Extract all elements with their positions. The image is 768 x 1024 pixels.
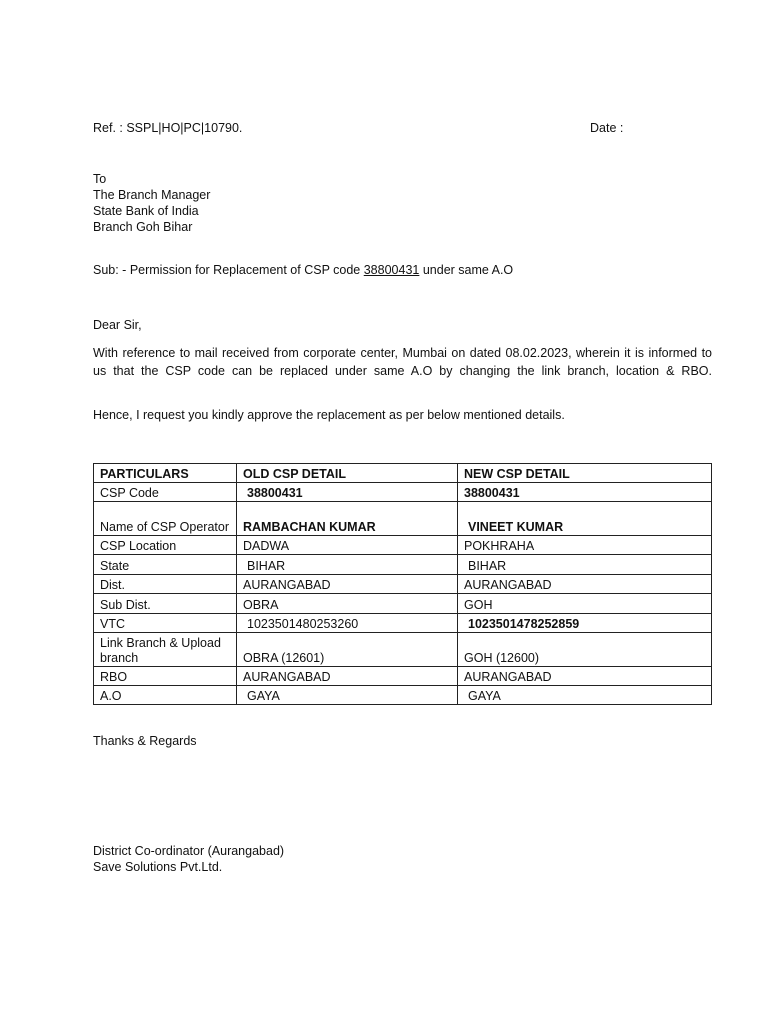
date-label: Date :	[590, 121, 624, 135]
table-cell: GOH	[458, 594, 712, 614]
table-row	[94, 667, 712, 686]
table-row	[94, 502, 712, 536]
table-cell: BIHAR	[237, 555, 458, 575]
salutation: Dear Sir,	[93, 318, 142, 332]
table-cell: 38800431	[458, 483, 712, 502]
header-old-csp: OLD CSP DETAIL	[237, 464, 458, 483]
signature-title: District Co-ordinator (Aurangabad)	[93, 844, 285, 858]
table-cell: A.O	[94, 686, 237, 705]
table-cell: State	[94, 555, 237, 575]
table-cell: AURANGABAD	[237, 575, 458, 594]
table-cell: BIHAR	[458, 555, 712, 575]
table-cell: OBRA	[237, 594, 458, 614]
closing-regards: Thanks & Regards	[93, 734, 197, 748]
table-cell: DADWA	[237, 536, 458, 555]
header-particulars: PARTICULARS	[94, 464, 237, 483]
subject-csp-code: 38800431	[363, 263, 420, 277]
table-cell: OBRA (12601)	[237, 633, 458, 667]
table-header-row	[94, 464, 712, 483]
table-cell: Dist.	[94, 575, 237, 594]
table-row	[94, 575, 712, 594]
address-recipient: The Branch Manager	[93, 188, 211, 202]
table-cell: Sub Dist.	[94, 594, 237, 614]
table-cell: 1023501478252859	[458, 614, 712, 633]
table-cell: CSP Code	[94, 483, 237, 502]
table-row	[94, 633, 712, 667]
body-paragraph-1: With reference to mail received from corporate center, Mumbai on dated 08.02.2023, wherein it is informed to us that the CSP code can be replaced under same A.O by changing the link branch, location & RBO.	[93, 346, 712, 378]
table-row	[94, 555, 712, 575]
table-cell: RAMBACHAN KUMAR	[237, 502, 458, 536]
table-cell: VINEET KUMAR	[458, 502, 712, 536]
table-row	[94, 483, 712, 502]
table-cell: RBO	[94, 667, 237, 686]
table-cell: AURANGABAD	[458, 575, 712, 594]
table-cell: GAYA	[237, 686, 458, 705]
signature-company: Save Solutions Pvt.Ltd.	[93, 860, 223, 874]
address-branch: Branch Goh Bihar	[93, 220, 193, 234]
table-cell: GAYA	[458, 686, 712, 705]
header-new-csp: NEW CSP DETAIL	[458, 464, 712, 483]
table-row	[94, 594, 712, 614]
table-cell: CSP Location	[94, 536, 237, 555]
table-cell: 1023501480253260	[237, 614, 458, 633]
address-to: To	[93, 172, 107, 186]
subject-suffix: under same A.O	[419, 263, 514, 277]
table-cell: VTC	[94, 614, 237, 633]
subject-line	[93, 263, 513, 277]
body-paragraph-2: Hence, I request you kindly approve the replacement as per below mentioned details.	[93, 408, 565, 422]
csp-details-table	[93, 463, 712, 705]
table-cell: Name of CSP Operator	[94, 502, 237, 536]
table-cell: Link Branch & Upload branch	[94, 633, 237, 667]
table-cell: POKHRAHA	[458, 536, 712, 555]
reference-number: Ref. : SSPL|HO|PC|10790.	[93, 121, 243, 135]
table-cell: GOH (12600)	[458, 633, 712, 667]
table-row	[94, 686, 712, 705]
table-cell: AURANGABAD	[237, 667, 458, 686]
table-row	[94, 614, 712, 633]
address-bank: State Bank of India	[93, 204, 199, 218]
table-cell: AURANGABAD	[458, 667, 712, 686]
table-cell: 38800431	[237, 483, 458, 502]
table-row	[94, 536, 712, 555]
subject-prefix: Sub: - Permission for Replacement of CSP code	[93, 263, 364, 277]
